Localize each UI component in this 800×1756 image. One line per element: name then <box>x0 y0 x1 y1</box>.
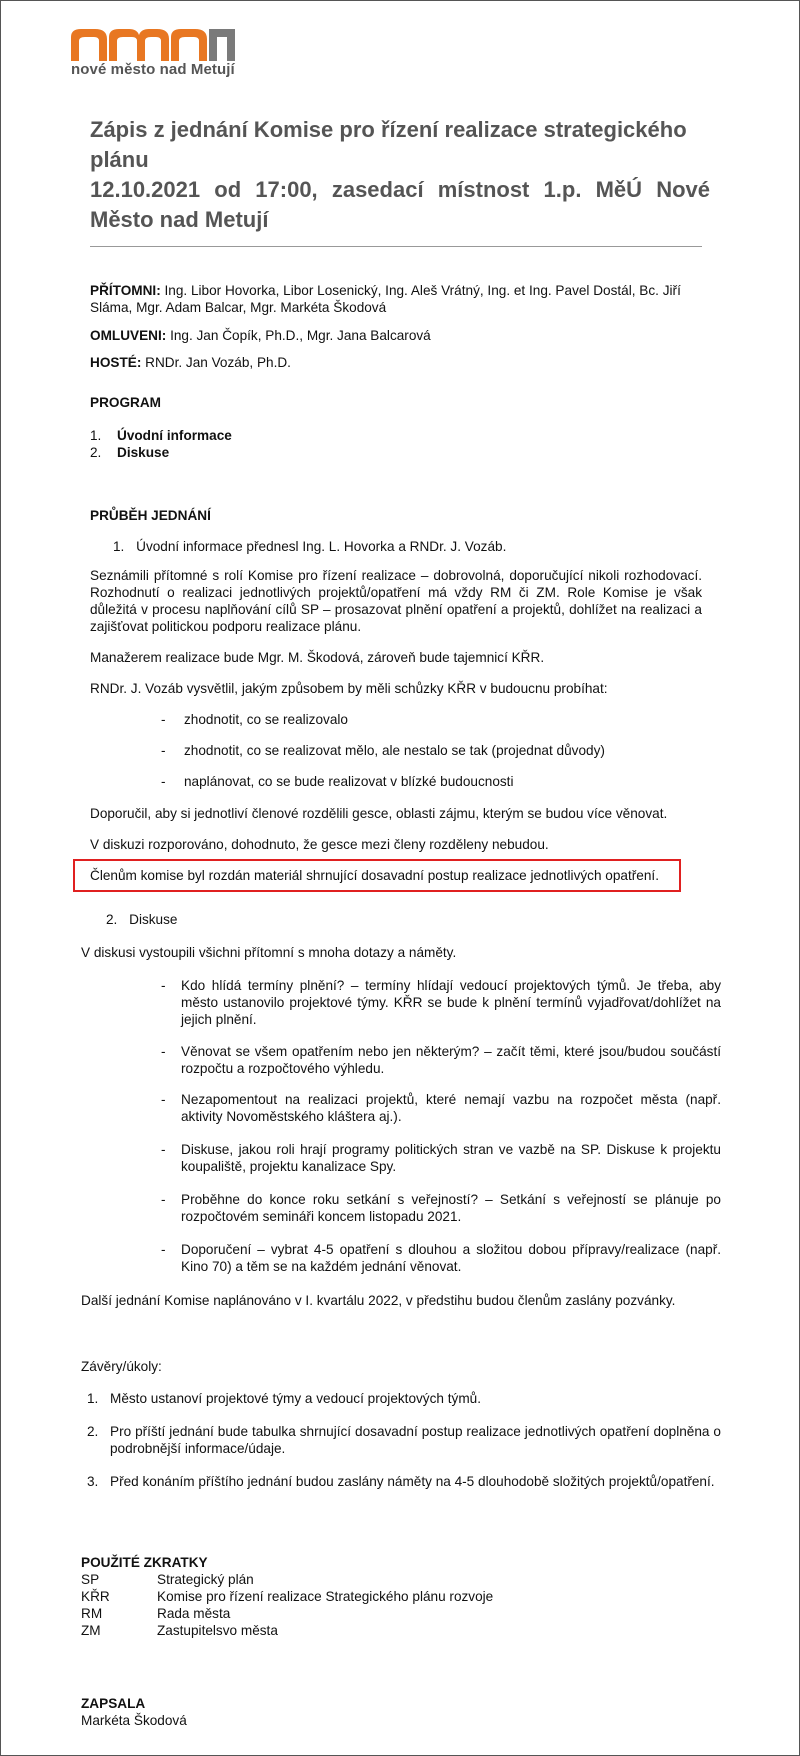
logo-mark-icon <box>69 23 239 63</box>
abbreviation-row <box>81 1588 681 1605</box>
dash-bullet: - <box>161 774 166 789</box>
abbreviations-heading: POUŽITÉ ZKRATKY <box>81 1555 208 1570</box>
present-label: PŘÍTOMNI: <box>90 283 161 298</box>
paragraph-meetings: RNDr. J. Vozáb vysvětlil, jakým způsobem by měli schůzky KŘR v budoucnu probíhat: <box>90 681 608 696</box>
next-meeting: Další jednání Komise naplánováno v I. kvartálu 2022, v předstihu budou členům zaslány pozvánky. <box>81 1293 676 1308</box>
guests-label: HOSTÉ: <box>90 355 142 370</box>
present-value: Ing. Libor Hovorka, Libor Losenický, Ing. Aleš Vrátný, Ing. et Ing. Pavel Dostál, Bc. Jiří Sláma, Mgr. Adam Balcar, Mgr. Markéta Škodová <box>90 283 681 315</box>
discussion-intro: V diskusi vystoupili všichni přítomní s mnoha dotazy a náměty. <box>81 945 457 960</box>
guests-row <box>90 354 291 371</box>
title-line-1: Zápis z jednání Komise pro řízení realizace strategického plánu <box>90 117 687 172</box>
signature-name: Markéta Škodová <box>81 1713 187 1728</box>
dash-bullet: - <box>161 1142 166 1157</box>
abbreviation-meaning: Strategický plán <box>157 1572 254 1587</box>
dash-bullet: - <box>161 978 166 993</box>
title-line-2: 12.10.2021 od 17:00, zasedací místnost 1.p. MěÚ Nové Město nad Metují <box>90 177 710 232</box>
abbreviation-row <box>81 1571 681 1588</box>
discussion-item <box>161 1191 721 1225</box>
program-item <box>90 427 390 444</box>
discussion-text: Kdo hlídá termíny plnění? – termíny hlídají vedoucí projektových týmů. Je třeba, aby město ustanovilo projektové týmy. KŘR se bude k plnění termínů vyjadřovat/dohlížet na jejich plnění. <box>181 978 721 1027</box>
discussion-item <box>161 1091 721 1125</box>
program-item-label: Úvodní informace <box>117 428 232 443</box>
abbreviation-meaning: Zastupitelsvo města <box>157 1623 278 1638</box>
paragraph-recommendation: Doporučil, aby si jednotliví členové rozdělili gesce, oblasti zájmu, kterým se budou více věnovat. <box>90 806 668 821</box>
discussion-item <box>161 977 721 1028</box>
dash-bullet: - <box>161 1192 166 1207</box>
conclusion-text: Město ustanoví projektové týmy a vedoucí projektových týmů. <box>110 1391 481 1406</box>
discussion-text: Proběhne do konce roku setkání s veřejností? – Setkání s veřejností se plánuje po rozpočtovém semináři koncem listopadu 2021. <box>181 1192 721 1224</box>
program-item-number: 2. <box>90 445 102 460</box>
program-heading: PROGRAM <box>90 395 161 410</box>
conclusion-item <box>87 1473 721 1490</box>
discussion-item <box>161 1141 721 1175</box>
abbreviation: SP <box>81 1572 100 1587</box>
excused-label: OMLUVENI: <box>90 328 167 343</box>
dash-bullet: - <box>161 1044 166 1059</box>
proceedings-item-1 <box>113 538 506 555</box>
conclusion-number: 2. <box>87 1424 99 1439</box>
discussion-text: Věnovat se všem opatřením nebo jen některým? – začít těmi, které jsou/budou součástí rozpočtu a rozpočtového výhledu. <box>181 1044 721 1076</box>
dash-bullet: - <box>161 1242 166 1257</box>
dash-bullet: - <box>161 1092 166 1107</box>
item-number: 2. <box>106 912 118 927</box>
item-label: Úvodní informace přednesl Ing. L. Hovorka a RNDr. J. Vozáb. <box>136 539 507 554</box>
signature-heading: ZAPSALA <box>81 1696 146 1711</box>
dash-bullet: - <box>161 712 166 727</box>
conclusion-text: Před konáním příštího jednání budou zaslány náměty na 4-5 dlouhodobě složitých projektů/opatření. <box>110 1474 715 1489</box>
conclusion-item <box>87 1423 721 1457</box>
logo-text: nové město nad Metují <box>71 61 235 78</box>
abbreviation: ZM <box>81 1623 101 1638</box>
proceedings-heading: PRŮBĚH JEDNÁNÍ <box>90 508 211 523</box>
guests-value: RNDr. Jan Vozáb, Ph.D. <box>145 355 291 370</box>
discussion-item <box>161 1241 721 1275</box>
conclusions-heading: Závěry/úkoly: <box>81 1359 162 1374</box>
highlighted-text: Členům komise byl rozdán materiál shrnující dosavadní postup realizace jednotlivých opatření. <box>90 868 659 883</box>
item-number: 1. <box>113 539 125 554</box>
document-title <box>90 115 710 235</box>
program-item-number: 1. <box>90 428 102 443</box>
dash-text: zhodnotit, co se realizovat mělo, ale nestalo se tak (projednat důvody) <box>184 743 605 758</box>
paragraph-manager: Manažerem realizace bude Mgr. M. Škodová, zároveň bude tajemnicí KŘR. <box>90 650 545 665</box>
discussion-text: Diskuse, jakou roli hrají programy politických stran ve vazbě na SP. Diskuse k projektu koupaliště, projektu kanalizace Spy. <box>181 1142 721 1174</box>
paragraph-discussion-result: V diskuzi rozporováno, dohodnuto, že gesce mezi členy rozděleny nebudou. <box>90 837 549 852</box>
present-row <box>90 282 702 316</box>
conclusion-item <box>87 1390 721 1407</box>
abbreviation: KŘR <box>81 1589 110 1604</box>
discussion-text: Nezapomentout na realizaci projektů, které nemají vazbu na rozpočet města (např. aktivity Novoměstského kláštera aj.). <box>181 1092 721 1124</box>
abbreviation-meaning: Komise pro řízení realizace Strategického plánu rozvoje <box>157 1589 494 1604</box>
abbreviation-row <box>81 1605 681 1622</box>
proceedings-item-2 <box>106 911 177 928</box>
program-item <box>90 444 390 461</box>
discussion-text: Doporučení – vybrat 4-5 opatření s dlouhou a složitou dobou přípravy/realizace (např. Kino 70) a těm se na každém jednání věnovat. <box>181 1242 721 1274</box>
excused-row <box>90 327 431 344</box>
dash-bullet: - <box>161 743 166 758</box>
program-item-label: Diskuse <box>117 445 170 460</box>
paragraph-role: Seznámili přítomné s rolí Komise pro řízení realizace – dobrovolná, doporučující nikoli rozhodovací. Rozhodnutí o realizaci jednotlivých projektů/opatření má vždy RM či ZM. Role Komise je však důležitá v procesu naplňování cílů SP – prosazovat plnění opatření a projektů, dohlížet na realizaci a zajišťovat politickou podporu realizace plánu. <box>90 568 702 634</box>
abbreviation-row <box>81 1622 681 1639</box>
conclusion-number: 1. <box>87 1391 99 1406</box>
program-list <box>90 427 390 461</box>
item-label: Diskuse <box>129 912 178 927</box>
conclusion-number: 3. <box>87 1474 99 1489</box>
dash-text: zhodnotit, co se realizovalo <box>184 712 348 727</box>
abbreviation-meaning: Rada města <box>157 1606 231 1621</box>
title-divider <box>90 246 702 247</box>
discussion-item <box>161 1043 721 1077</box>
conclusion-text: Pro příští jednání bude tabulka shrnující dosavadní postup realizace jednotlivých opatření doplněna o podrobnější informace/údaje. <box>110 1424 721 1456</box>
abbreviation: RM <box>81 1606 103 1621</box>
dash-text: naplánovat, co se bude realizovat v blízké budoucnosti <box>184 774 514 789</box>
city-logo <box>69 23 269 83</box>
abbreviations-list <box>81 1571 681 1639</box>
excused-value: Ing. Jan Čopík, Ph.D., Mgr. Jana Balcarová <box>170 328 431 343</box>
